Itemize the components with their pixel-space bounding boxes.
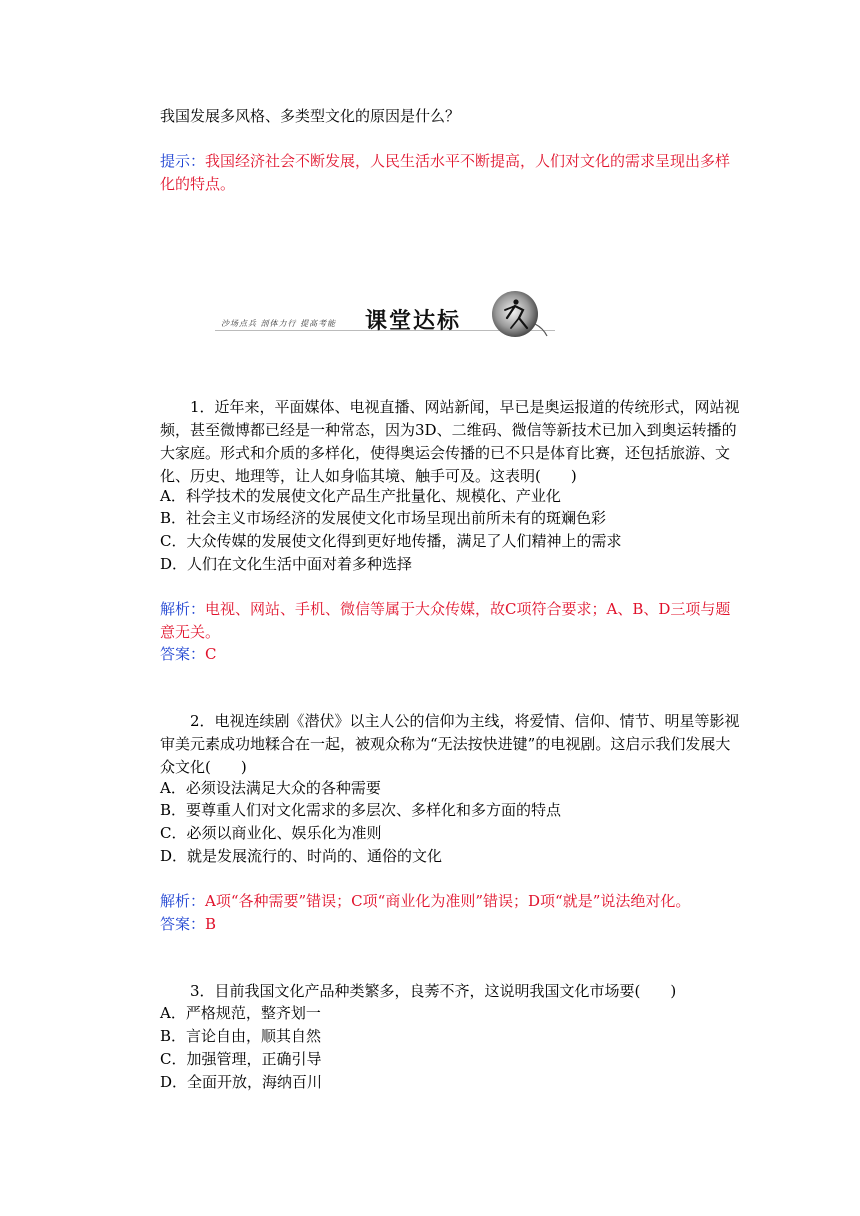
analysis-text: 电视、网站、手机、微信等属于大众传媒，故C项符合要求；A、B、D三项与题意无关。 (160, 600, 731, 641)
answer-label: 答案： (160, 915, 206, 933)
analysis-label: 解析： (160, 892, 206, 910)
question-1-answer (160, 644, 217, 664)
question-1-option-a: A．科学技术的发展使文化产品生产批量化、规模化、产业化 (160, 487, 561, 505)
question-2-stem: 2．电视连续剧《潜伏》以主人公的信仰为主线，将爱情、信仰、情节、明星等影视审美元素成功地糅合在一起，被观众称为“无法按快进键”的电视剧。这启示我们发展大众文化( ) (160, 712, 740, 776)
analysis-text: A项“各种需要”错误；C项“商业化为准则”错误；D项“就是”说法绝对化。 (205, 892, 691, 910)
ink-figure-icon (485, 288, 551, 340)
question-1-option-d: D．人们在文化生活中面对着多种选择 (160, 555, 413, 573)
section-banner (215, 288, 545, 340)
question-2-answer (160, 914, 216, 934)
answer-label: 答案： (160, 645, 206, 663)
question-3-option-b: B．言论自由，顺其自然 (160, 1027, 322, 1045)
question-1-stem: 1．近年来，平面媒体、电视直播、网站新闻，早已是奥运报道的传统形式，网站视频，甚至微博都已经是一种常态，因为3D、二维码、微信等新技术已加入到奥运转播的大家庭。形式和介质的多样化，使得奥运会传播的已不只是体育比赛，还包括旅游、文化、历史、地理等，让人如身临其境、触手可及。这表明( ) (160, 398, 740, 485)
intro-question: 我国发展多风格、多类型文化的原因是什么？ (160, 107, 461, 125)
question-1-analysis (160, 598, 742, 644)
answer-value: B (205, 915, 217, 933)
intro-hint (160, 150, 742, 196)
hint-label: 提示： (160, 152, 206, 170)
question-3-stem: 3．目前我国文化产品种类繁多，良莠不齐，这说明我国文化市场要( ) (190, 982, 677, 1000)
question-3-option-c: C．加强管理，正确引导 (160, 1050, 322, 1068)
analysis-label: 解析： (160, 600, 206, 618)
question-1-option-b: B．社会主义市场经济的发展使文化市场呈现出前所未有的斑斓色彩 (160, 509, 607, 527)
banner-slogan: 沙场点兵 剖体力行 提高考能 (221, 319, 337, 328)
answer-value: C (205, 645, 217, 663)
question-2-analysis (160, 890, 760, 913)
question-2-option-d: D．就是发展流行的、时尚的、通俗的文化 (160, 847, 443, 865)
question-3-option-a: A．严格规范，整齐划一 (160, 1004, 321, 1022)
question-2-option-b: B．要尊重人们对文化需求的多层次、多样化和多方面的特点 (160, 801, 562, 819)
question-2-option-c: C．必须以商业化、娱乐化为准则 (160, 824, 382, 842)
question-1-option-c: C．大众传媒的发展使文化得到更好地传播，满足了人们精神上的需求 (160, 532, 622, 550)
banner-title: 课堂达标 (365, 308, 462, 334)
question-3-option-d: D．全面开放，海纳百川 (160, 1073, 323, 1091)
question-2-option-a: A．必须设法满足大众的各种需要 (160, 779, 381, 797)
hint-text: 我国经济社会不断发展，人民生活水平不断提高，人们对文化的需求呈现出多样化的特点。 (160, 152, 731, 193)
